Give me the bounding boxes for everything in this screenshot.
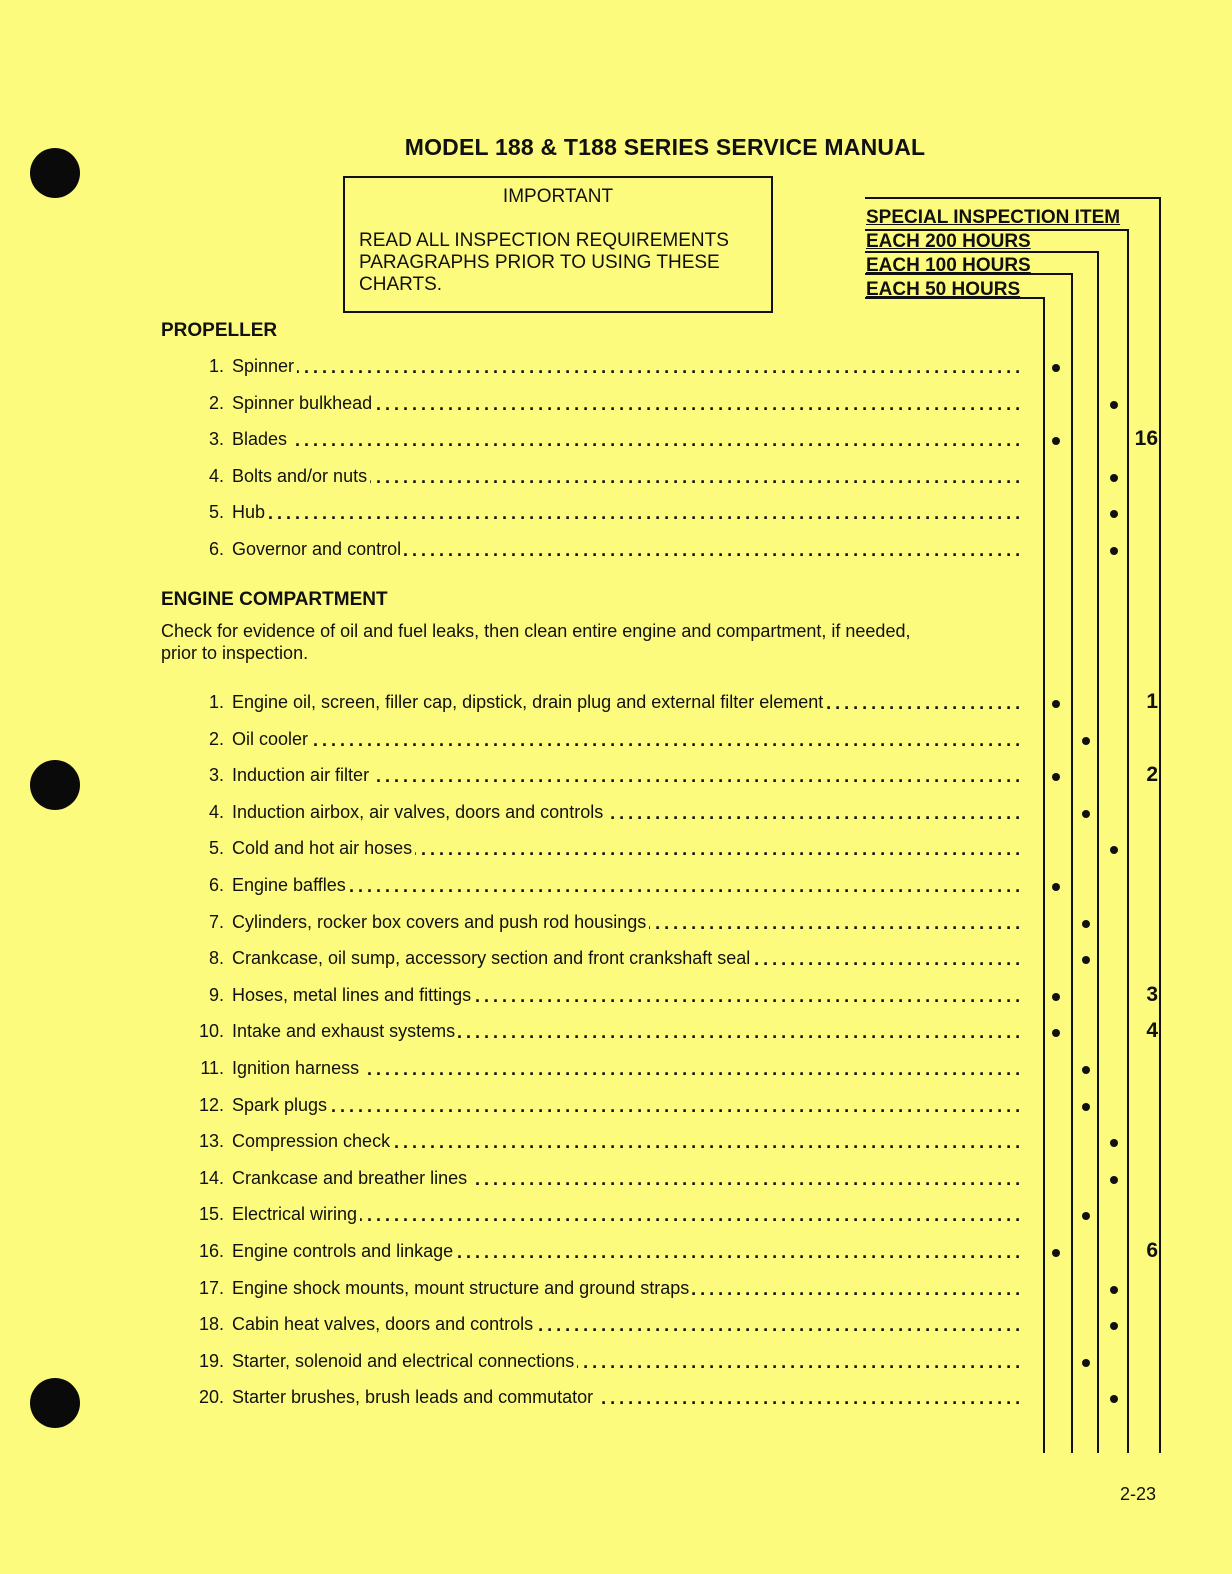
checklist-row bbox=[180, 1095, 1180, 1131]
item-number: 19. bbox=[198, 1350, 224, 1371]
item-text-wrap bbox=[232, 1278, 1020, 1298]
item-text-wrap bbox=[232, 466, 1020, 486]
section-heading-propeller: PROPELLER bbox=[161, 320, 278, 341]
interval-marker-100-hours bbox=[1082, 810, 1090, 818]
special-inspection-ref: 3 bbox=[1146, 982, 1158, 1006]
interval-marker-200-hours bbox=[1110, 1395, 1118, 1403]
item-number: 11. bbox=[200, 1058, 224, 1078]
item-number: 14. bbox=[198, 1167, 224, 1188]
checklist-row bbox=[180, 1278, 1180, 1314]
item-text-wrap bbox=[232, 1314, 1020, 1334]
item-text-wrap bbox=[232, 1021, 1020, 1041]
item-text: Engine controls and linkage bbox=[232, 1241, 456, 1261]
checklist-row bbox=[180, 1021, 1180, 1057]
checklist-row bbox=[180, 466, 1180, 502]
item-text: Governor and control bbox=[232, 539, 404, 559]
item-number: 12. bbox=[198, 1094, 224, 1115]
special-inspection-ref: 4 bbox=[1146, 1019, 1158, 1043]
engine-note: Check for evidence of oil and fuel leaks, then clean entire engine and compartment, if needed, prior to inspection. bbox=[161, 621, 911, 663]
header-rule-special bbox=[865, 197, 1161, 199]
binder-hole-bottom bbox=[30, 1378, 80, 1428]
item-text: Cylinders, rocker box covers and push rod housings bbox=[232, 912, 649, 932]
item-text: Engine baffles bbox=[232, 875, 349, 895]
interval-marker-200-hours bbox=[1110, 1322, 1118, 1330]
item-text-wrap bbox=[232, 912, 1020, 932]
header-each-100-hours: EACH 100 HOURS bbox=[866, 255, 1031, 276]
checklist-row bbox=[180, 729, 1180, 765]
checklist-row bbox=[180, 912, 1180, 948]
interval-marker-200-hours bbox=[1110, 401, 1118, 409]
interval-marker-200-hours bbox=[1110, 1176, 1118, 1184]
item-number: 1. bbox=[208, 356, 224, 376]
item-text: Hoses, metal lines and fittings bbox=[232, 985, 474, 1005]
item-number: 3. bbox=[208, 429, 224, 450]
page-number: 2-23 bbox=[1120, 1484, 1157, 1504]
item-text: Induction air filter bbox=[232, 765, 372, 785]
item-number: 10. bbox=[198, 1021, 224, 1042]
interval-marker-100-hours bbox=[1082, 1212, 1090, 1220]
item-text-wrap bbox=[232, 1131, 1020, 1151]
item-text-wrap bbox=[232, 1351, 1020, 1371]
checklist-row bbox=[180, 948, 1180, 984]
item-text-wrap bbox=[232, 429, 1020, 449]
item-text-wrap bbox=[232, 539, 1020, 559]
item-text-wrap bbox=[232, 802, 1020, 822]
item-text: Starter, solenoid and electrical connections bbox=[232, 1351, 577, 1371]
interval-marker-50-hours bbox=[1052, 700, 1060, 708]
item-text-wrap bbox=[232, 1241, 1020, 1261]
interval-marker-100-hours bbox=[1082, 1066, 1090, 1074]
checklist-row bbox=[180, 1204, 1180, 1240]
checklist-row bbox=[180, 802, 1180, 838]
checklist-row bbox=[180, 393, 1180, 429]
header-each-50-hours: EACH 50 HOURS bbox=[866, 279, 1021, 300]
interval-marker-200-hours bbox=[1110, 1286, 1118, 1294]
checklist-row bbox=[180, 1168, 1180, 1204]
header-special-inspection: SPECIAL INSPECTION ITEM bbox=[866, 207, 1121, 228]
item-text: Cold and hot air hoses bbox=[232, 838, 415, 858]
item-text: Intake and exhaust systems bbox=[232, 1021, 458, 1041]
important-notice-box bbox=[343, 176, 773, 313]
item-text: Spark plugs bbox=[232, 1095, 330, 1115]
checklist-row bbox=[180, 765, 1180, 801]
interval-marker-50-hours bbox=[1052, 364, 1060, 372]
item-text: Compression check bbox=[232, 1131, 393, 1151]
item-text: Oil cooler bbox=[232, 729, 311, 749]
item-text: Crankcase, oil sump, accessory section and front crankshaft seal bbox=[232, 948, 753, 968]
checklist-row bbox=[180, 1241, 1180, 1277]
interval-marker-200-hours bbox=[1110, 474, 1118, 482]
item-text-wrap bbox=[232, 692, 1020, 712]
item-text: Induction airbox, air valves, doors and controls bbox=[232, 802, 606, 822]
item-number: 13. bbox=[198, 1131, 224, 1152]
item-number: 2. bbox=[208, 728, 224, 749]
item-text-wrap bbox=[232, 1058, 1020, 1078]
item-text: Cabin heat valves, doors and controls bbox=[232, 1314, 536, 1334]
item-number: 17. bbox=[198, 1277, 224, 1298]
interval-marker-100-hours bbox=[1082, 1103, 1090, 1111]
item-number: 3. bbox=[208, 765, 224, 786]
special-inspection-ref: 16 bbox=[1134, 427, 1158, 451]
item-text-wrap bbox=[232, 948, 1020, 968]
item-number: 4. bbox=[208, 465, 224, 486]
interval-marker-50-hours bbox=[1052, 1249, 1060, 1257]
item-text: Bolts and/or nuts bbox=[232, 466, 370, 486]
checklist-row bbox=[180, 429, 1180, 465]
interval-marker-50-hours bbox=[1052, 883, 1060, 891]
interval-marker-50-hours bbox=[1052, 437, 1060, 445]
section-heading-engine: ENGINE COMPARTMENT bbox=[161, 589, 388, 610]
item-text: Ignition harness bbox=[232, 1058, 362, 1078]
item-number: 8. bbox=[208, 948, 224, 969]
item-text: Engine shock mounts, mount structure and ground straps bbox=[232, 1278, 692, 1298]
item-number: 2. bbox=[208, 392, 224, 413]
item-number: 9. bbox=[208, 984, 224, 1005]
item-text-wrap bbox=[232, 729, 1020, 749]
item-number: 7. bbox=[208, 911, 224, 932]
item-text: Electrical wiring bbox=[232, 1204, 360, 1224]
interval-marker-50-hours bbox=[1052, 1029, 1060, 1037]
item-number: 16. bbox=[198, 1241, 224, 1261]
checklist-row bbox=[180, 1058, 1180, 1094]
checklist-row bbox=[180, 356, 1180, 392]
item-text-wrap bbox=[232, 1387, 1020, 1407]
item-text: Spinner bulkhead bbox=[232, 393, 375, 413]
item-text-wrap bbox=[232, 1204, 1020, 1224]
checklist-row bbox=[180, 692, 1180, 728]
item-text-wrap bbox=[232, 875, 1020, 895]
item-text: Engine oil, screen, filler cap, dipstick, drain plug and external filter element bbox=[232, 692, 826, 712]
item-number: 4. bbox=[208, 801, 224, 822]
binder-hole-middle bbox=[30, 760, 80, 810]
item-text-wrap bbox=[232, 1168, 1020, 1188]
item-number: 20. bbox=[198, 1387, 224, 1408]
item-number: 1. bbox=[208, 692, 224, 712]
item-text-wrap bbox=[232, 393, 1020, 413]
interval-marker-50-hours bbox=[1052, 993, 1060, 1001]
item-number: 5. bbox=[208, 838, 224, 859]
interval-marker-200-hours bbox=[1110, 510, 1118, 518]
interval-marker-50-hours bbox=[1052, 773, 1060, 781]
checklist-row bbox=[180, 875, 1180, 911]
item-number: 5. bbox=[208, 502, 224, 523]
item-text-wrap bbox=[232, 765, 1020, 785]
checklist-row bbox=[180, 1351, 1180, 1387]
interval-marker-200-hours bbox=[1110, 846, 1118, 854]
checklist-row bbox=[180, 539, 1180, 575]
item-text-wrap bbox=[232, 838, 1020, 858]
interval-marker-100-hours bbox=[1082, 920, 1090, 928]
item-text: Spinner bbox=[232, 356, 297, 376]
checklist-row bbox=[180, 1314, 1180, 1350]
interval-marker-100-hours bbox=[1082, 737, 1090, 745]
special-inspection-ref: 1 bbox=[1146, 690, 1158, 713]
interval-marker-100-hours bbox=[1082, 956, 1090, 964]
item-text: Blades bbox=[232, 429, 290, 449]
checklist-row bbox=[180, 838, 1180, 874]
important-body: READ ALL INSPECTION REQUIREMENTS PARAGRAPHS PRIOR TO USING THESE CHARTS. bbox=[359, 230, 729, 295]
item-number: 6. bbox=[208, 875, 224, 895]
interval-marker-200-hours bbox=[1110, 547, 1118, 555]
item-number: 15. bbox=[198, 1204, 224, 1225]
checklist-row bbox=[180, 1131, 1180, 1167]
item-text-wrap bbox=[232, 502, 1020, 522]
item-text: Starter brushes, brush leads and commutator bbox=[232, 1387, 596, 1407]
interval-marker-200-hours bbox=[1110, 1139, 1118, 1147]
item-text-wrap bbox=[232, 985, 1020, 1005]
checklist-row bbox=[180, 1387, 1180, 1423]
item-number: 6. bbox=[208, 539, 224, 559]
page-title: MODEL 188 & T188 SERIES SERVICE MANUAL bbox=[404, 134, 926, 160]
item-text: Crankcase and breather lines bbox=[232, 1168, 470, 1188]
interval-marker-100-hours bbox=[1082, 1359, 1090, 1367]
checklist-row bbox=[180, 502, 1180, 538]
item-text-wrap bbox=[232, 356, 1020, 376]
important-heading: IMPORTANT bbox=[502, 186, 614, 207]
header-each-200-hours: EACH 200 HOURS bbox=[866, 231, 1031, 252]
item-number: 18. bbox=[198, 1314, 224, 1335]
item-text: Hub bbox=[232, 502, 268, 522]
checklist-row bbox=[180, 982, 1180, 1021]
special-inspection-ref: 2 bbox=[1146, 763, 1158, 787]
item-text-wrap bbox=[232, 1095, 1020, 1115]
special-inspection-ref: 6 bbox=[1146, 1239, 1158, 1262]
